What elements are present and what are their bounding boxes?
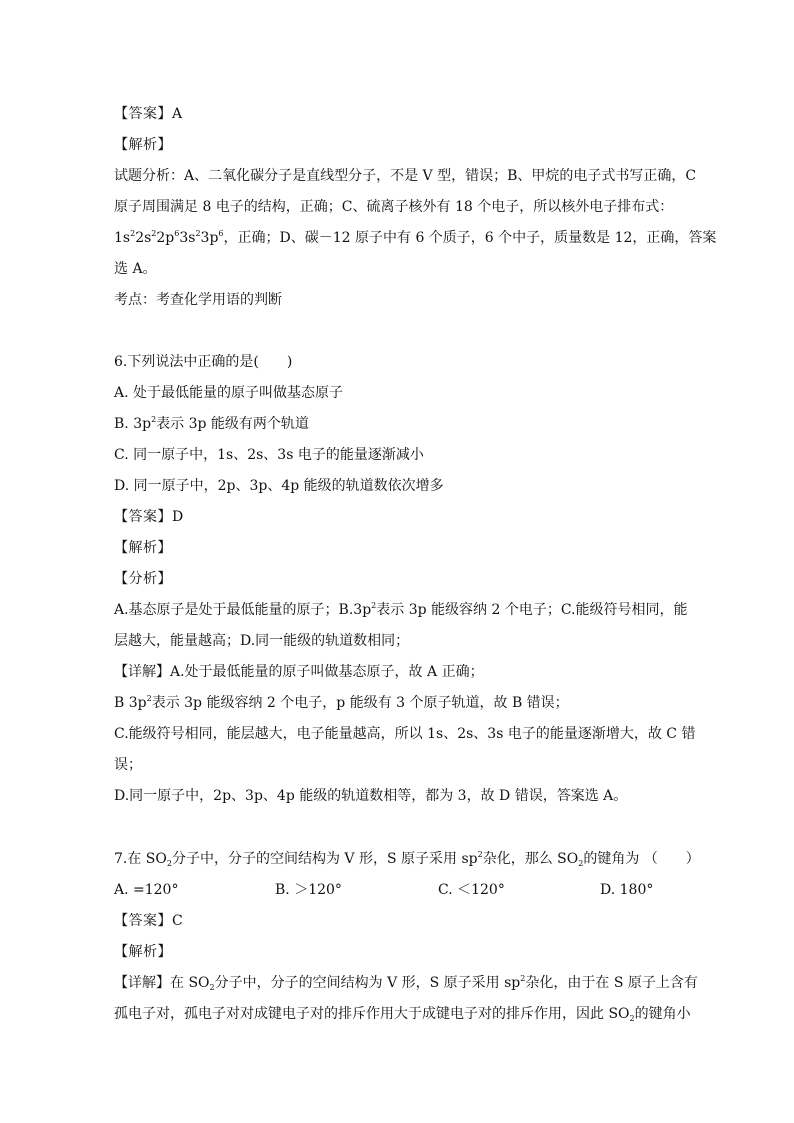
q7-analysis-heading: 【解析】 (114, 944, 172, 960)
q6-fenxi-line-1: A.基态原子是处于最低能量的原子；$B.3p^2$表示 3p 能级容纳 2 个电子；C.能级符号相同，能 (114, 601, 688, 618)
q5-analysis-line-1: 试题分析：A、二氧化碳分子是直线型分子，不是 V 型，错误；B、甲烷的电子式书写正确，C (114, 168, 697, 184)
q6-xiangjie-line-1: 【详解】A.处于最低能量的原子叫做基态原子，故 A 正确； (114, 664, 484, 680)
q5-analysis-heading: 【解析】 (114, 137, 172, 153)
electron-configuration: $1s^22s^22p^63s^23p^6$ (114, 229, 224, 246)
q6-analysis-heading: 【解析】 (114, 540, 172, 556)
q6-stem: 6.下列说法中正确的是( ) (114, 354, 293, 370)
q5-kaodian: 考点：考查化学用语的判断 (114, 292, 282, 308)
q5-analysis-line-3: $1s^22s^22p^63s^23p^6$，正确；D、碳－12 原子中有 6 个质子，6 个中子，质量数是 12，正确，答案 (114, 229, 717, 246)
q5-analysis-line-4: 选 A。 (114, 261, 157, 277)
q5-answer: 【答案】A (114, 106, 183, 122)
q7-option-c: C. ＜120° (438, 882, 505, 898)
q5-analysis-line-2: 原子周围满足 8 电子的结构，正确；C、硫离子核外有 18 个电子，所以核外电子排布式： (114, 199, 674, 215)
q6-fenxi-heading: 【分析】 (114, 571, 172, 587)
q7-xiangjie-line-2: 孤电子对，孤电子对对成键电子对的排斥作用大于成键电子对的排斥作用，因此 $SO_2$的键角小 (114, 1006, 691, 1023)
q7-option-b: B. ＞120° (275, 882, 342, 898)
q7-xiangjie-line-1: 【详解】在 $SO_2$分子中，分子的空间结构为 V 形，S 原子采用 $sp^2$杂化，由于在 S 原子上含有 (114, 974, 698, 992)
q6-xiangjie-c-line-2: 误； (114, 757, 142, 773)
q7-options (114, 880, 694, 900)
q6-option-c: C. 同一原子中，1s、2s、3s 电子的能量逐渐减小 (114, 447, 424, 463)
q7-option-a: A. =120° (114, 882, 179, 898)
q6-answer: 【答案】D (114, 509, 184, 525)
q6-xiangjie-b: B $3p^2$表示 3p 能级容纳 2 个电子，p 能级有 3 个原子轨道，故 B 错误； (114, 694, 569, 711)
q6-fenxi-line-2: 层越大，能量越高；D.同一能级的轨道数相同； (114, 633, 410, 649)
q7-option-d: D. 180° (600, 882, 654, 898)
q6-xiangjie-d: D.同一原子中，2p、3p、4p 能级的轨道数相等，都为 3，故 D 错误，答案选 A。 (114, 788, 628, 804)
q6-option-d: D. 同一原子中，2p、3p、4p 能级的轨道数依次增多 (114, 478, 444, 494)
q7-stem: 7.在 $SO_2$分子中，分子的空间结构为 V 形，S 原子采用 $sp^2$杂化，那么 $SO_2$的键角为 （ ） (114, 850, 700, 868)
q7-answer: 【答案】C (114, 913, 184, 929)
q6-option-a: A. 处于最低能量的原子叫做基态原子 (114, 385, 344, 401)
q6-option-b: B. $3p^2$表示 3p 能级有两个轨道 (114, 415, 309, 432)
q6-xiangjie-c-line-1: C.能级符号相同，能层越大，电子能量越高，所以 1s、2s、3s 电子的能量逐渐增大，故 C 错 (114, 726, 696, 742)
